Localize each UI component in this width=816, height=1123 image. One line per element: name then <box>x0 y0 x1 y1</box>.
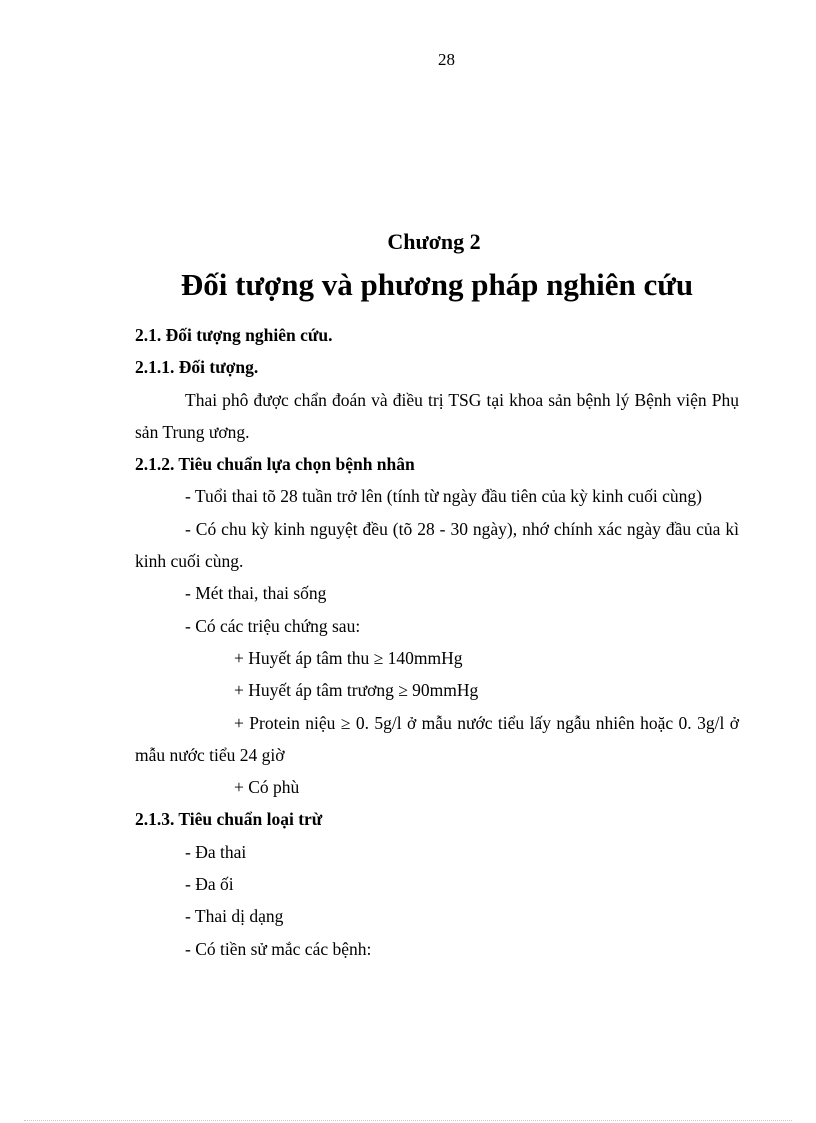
symptom-edema: + Có phù <box>234 777 300 798</box>
symptom-diastolic: + Huyết áp tâm trương ≥ 90mmHg <box>234 680 479 701</box>
exclusion-malformation: - Thai dị dạng <box>185 906 284 927</box>
section-heading-2-1: 2.1. Đối tượng nghiên cứu. <box>135 325 333 345</box>
criterion-symptoms-intro: - Có các triệu chứng sau: <box>185 615 361 636</box>
document-body <box>135 319 739 965</box>
chapter-title: Đối tượng và phương pháp nghiên cứu <box>180 267 694 302</box>
exclusion-multiple: - Đa thai <box>185 841 247 862</box>
chapter-label: Chương 2 <box>387 229 481 254</box>
page-bottom-divider <box>24 1120 792 1121</box>
section-heading-2-1-2: 2.1.2. Tiêu chuẩn lựa chọn bệnh nhân <box>135 454 415 475</box>
subject-paragraph: Thai phô được chẩn đoán và điều trị TSG tại khoa sản bệnh lý Bệnh viện Phụ sản Trung ương. <box>135 389 739 442</box>
section-heading-2-1-1: 2.1.1. Đối tượng. <box>135 357 259 378</box>
criterion-gestational-age: - Tuổi thai tõ 28 tuần trở lên (tính từ ngày đầu tiên của kỳ kinh cuối cùng) <box>185 486 702 507</box>
criterion-regular-cycle: - Có chu kỳ kinh nguyệt đều (tõ 28 - 30 ngày), nhớ chính xác ngày đầu của kì kinh cuối cùng. <box>135 518 739 572</box>
exclusion-history: - Có tiền sử mắc các bệnh: <box>185 938 372 959</box>
symptom-systolic: + Huyết áp tâm thu ≥ 140mmHg <box>234 647 463 668</box>
section-heading-2-1-3: 2.1.3. Tiêu chuẩn loại trừ <box>135 809 323 830</box>
exclusion-polyhydramnios: - Đa ối <box>185 874 234 895</box>
symptom-protein: + Protein niệu ≥ 0. 5g/l ở mẫu nước tiểu lấy ngẫu nhiên hoặc 0. 3g/l ở mẫu nước tiểu 24 giờ <box>135 712 739 765</box>
criterion-single-live: - Mét thai, thai sống <box>185 583 327 604</box>
page-number: 28 <box>438 50 455 69</box>
